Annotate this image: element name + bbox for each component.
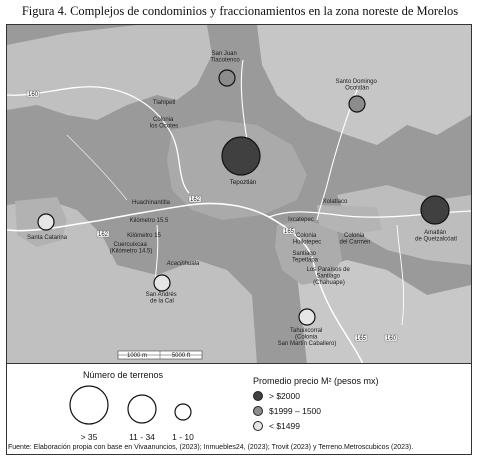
legend-size-large <box>70 386 108 424</box>
figure-title: Figura 4. Complejos de condominios y fraccionamientos en la zona noreste de Morelos <box>21 4 459 18</box>
legend-price-label: > $2000 <box>269 391 300 401</box>
legend-price-dot <box>253 391 263 401</box>
svg-text:165: 165 <box>355 336 367 342</box>
road-badge <box>97 231 109 238</box>
legend-size-small <box>175 404 191 420</box>
legend-size-symbols <box>63 382 263 432</box>
legend <box>7 364 471 442</box>
development-symbol-san-juan <box>219 70 235 86</box>
development-symbol-san-andres <box>154 275 170 291</box>
place-label: Xolatlaco <box>322 199 348 205</box>
legend-size-label: 11 - 34 <box>129 432 155 442</box>
source-note: Fuente: Elaboración propia con base en Vivaanuncios, (2023); Inmuebles24, (2023); Trovit (2023) y Terreno.Metroscubicos (2023). <box>8 444 414 451</box>
svg-text:160: 160 <box>27 92 39 98</box>
road-badge <box>27 91 39 98</box>
development-symbol-amatlan <box>421 196 449 224</box>
place-label: Kilómetro 15.5 <box>129 218 169 224</box>
place-label: Santa Catarina <box>26 235 68 241</box>
development-symbol-tepoztlan <box>222 137 260 175</box>
legend-price-label: $1999 – 1500 <box>269 406 321 416</box>
road-badge <box>355 335 367 342</box>
place-label: San Juan Tlacotenco <box>210 51 240 64</box>
legend-price-item <box>253 406 321 416</box>
place-label: Tlahlpetl <box>152 100 176 106</box>
place-label: Acacinhuala <box>166 261 200 267</box>
place-label: Tahuixcorral (Colonia San Martín Caballero) <box>277 328 337 347</box>
legend-size-medium <box>128 395 156 423</box>
road-badge <box>385 335 397 342</box>
development-symbol-santa-catarina <box>38 214 54 230</box>
place-label: Huachinantitla <box>131 200 171 206</box>
legend-price-item <box>253 391 300 401</box>
map <box>7 25 471 364</box>
road-badge <box>189 196 201 203</box>
place-label: Santo Domingo Ocotitlán <box>335 79 377 92</box>
svg-text:5000 ft: 5000 ft <box>171 353 191 359</box>
legend-price-dot <box>253 421 263 431</box>
road-badge <box>283 228 295 235</box>
legend-price-item <box>253 421 300 431</box>
place-label: Cuercuixcaa (Kilómetro 14.5) <box>109 242 153 255</box>
place-label: San Andrés de la Cal <box>145 292 177 305</box>
place-label: Amatlán de Quetzalcóatl <box>415 230 457 243</box>
scale-bar <box>118 351 202 359</box>
svg-text:162: 162 <box>189 197 201 203</box>
place-label: Colonia Huilotepec <box>292 233 322 246</box>
place-label: Kilómetro 15 <box>127 233 161 239</box>
development-symbol-santo-domingo <box>349 96 365 112</box>
development-symbol-tahuixcorral <box>299 309 315 325</box>
place-label: Ixcatepec <box>288 217 314 223</box>
place-label: Colonia los Ocotes <box>149 117 179 130</box>
place-label: Santiago Tepetlapa <box>291 251 319 264</box>
place-label: Colonia del Carmen <box>339 233 371 246</box>
legend-price-title: Promedio precio M² (pesos mx) <box>253 376 379 386</box>
legend-size-label: > 35 <box>80 432 98 442</box>
svg-text:1000 m: 1000 m <box>126 353 148 359</box>
place-label: Los Paraísos de Santiago (Chahuape) <box>306 267 350 286</box>
place-label: Tepoztlán <box>229 179 257 186</box>
legend-price-dot <box>253 406 263 416</box>
legend-price-label: < $1499 <box>269 421 300 431</box>
legend-size-title: Número de terrenos <box>83 370 164 380</box>
figure-frame <box>6 24 472 455</box>
svg-text:160: 160 <box>385 336 397 342</box>
svg-text:162: 162 <box>97 232 109 238</box>
legend-size-label: 1 - 10 <box>172 432 194 442</box>
svg-text:165: 165 <box>283 229 295 235</box>
